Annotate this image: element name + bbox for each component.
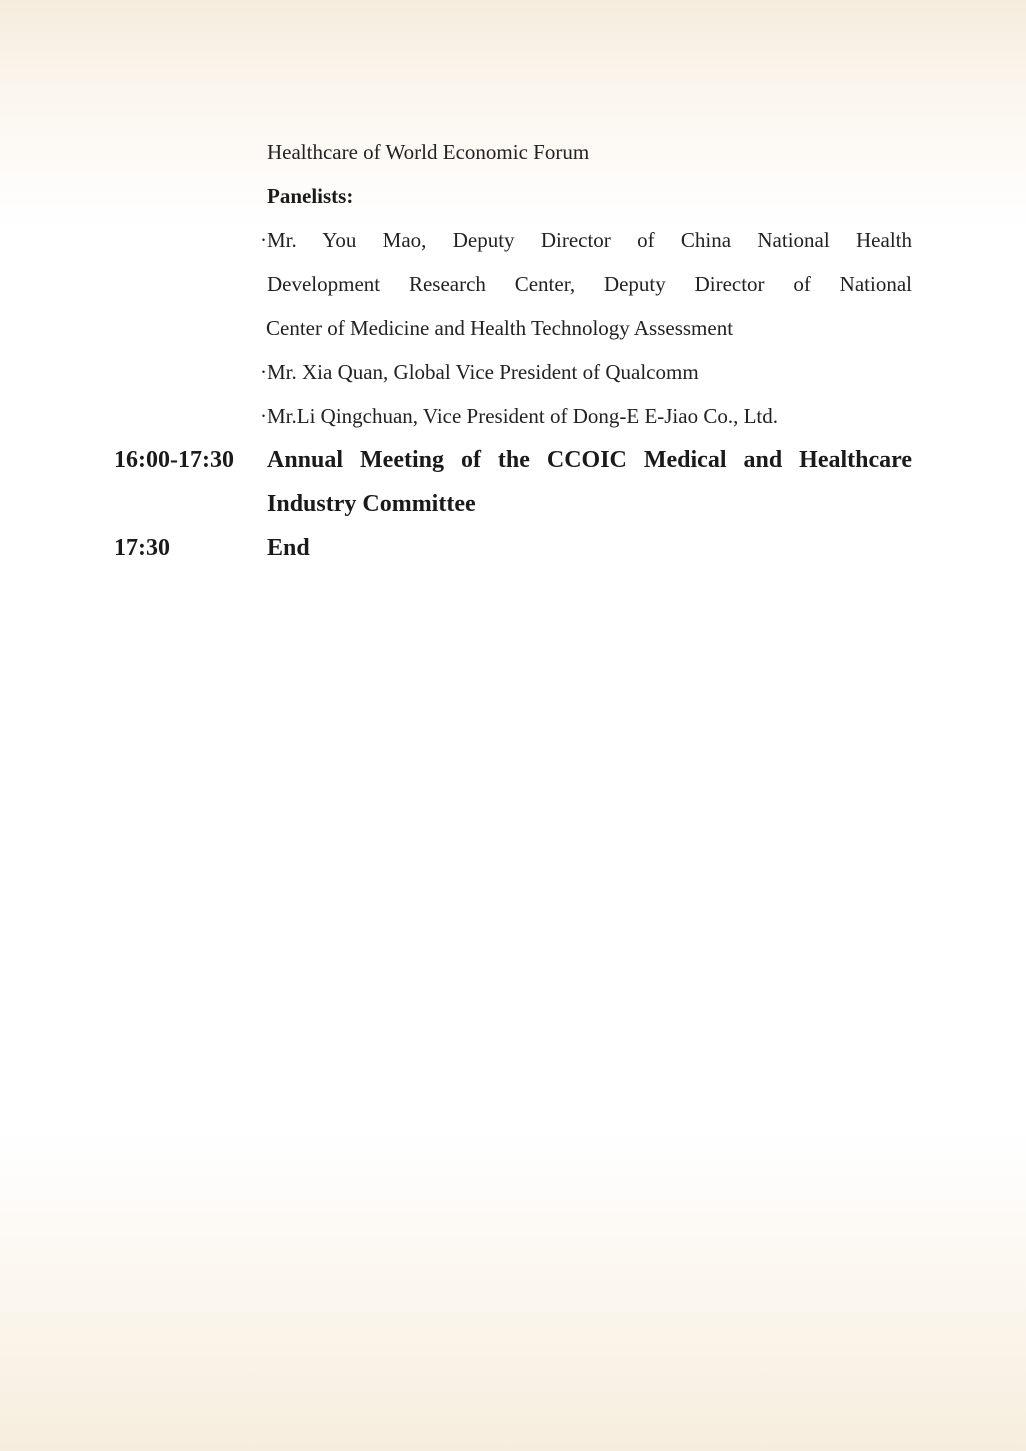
panelist-1-line-2: Development Research Center, Deputy Director of National bbox=[267, 272, 912, 296]
org-line: Healthcare of World Economic Forum bbox=[267, 140, 590, 164]
panelist-3: ·Mr.Li Qingchuan, Vice President of Dong-E E-Jiao Co., Ltd. bbox=[260, 404, 779, 428]
agenda-title-2: End bbox=[267, 535, 310, 561]
panelist-2: ·Mr. Xia Quan, Global Vice President of Qualcomm bbox=[260, 360, 699, 384]
panelist-1-line-1: ·Mr. You Mao, Deputy Director of China National Health bbox=[260, 228, 912, 252]
panelist-1-line-3: Center of Medicine and Health Technology Assessment bbox=[266, 316, 734, 340]
agenda-title-1-line-2: Industry Committee bbox=[267, 491, 476, 517]
agenda-time-1: 16:00-17:30 bbox=[114, 447, 234, 473]
panelists-label: Panelists: bbox=[267, 184, 354, 208]
agenda-time-2: 17:30 bbox=[114, 535, 170, 561]
agenda-title-1-line-1: Annual Meeting of the CCOIC Medical and Healthcare bbox=[267, 447, 912, 473]
